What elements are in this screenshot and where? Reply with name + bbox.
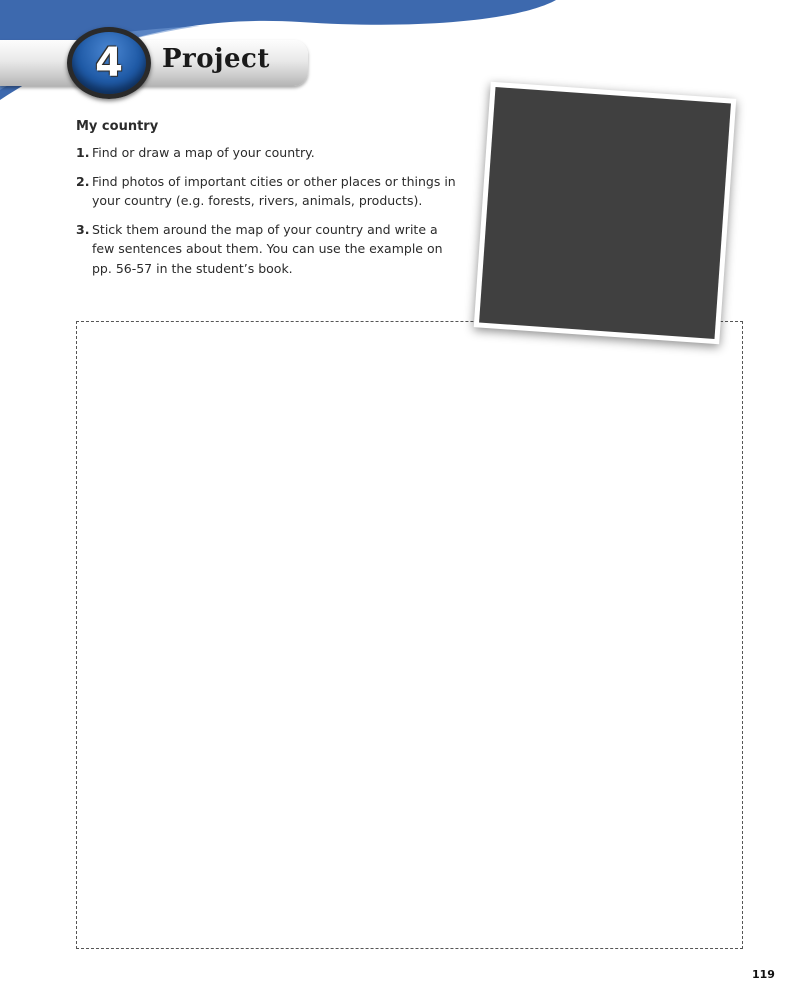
instructions: [76, 119, 456, 287]
task-text: Find or draw a map of your country.: [92, 145, 315, 160]
task-list: [76, 143, 456, 278]
unit-badge: [67, 27, 151, 99]
task-number: 2.: [76, 173, 90, 189]
page-number: 119: [752, 968, 775, 981]
section-heading: My country: [76, 119, 159, 134]
task-item: [76, 143, 456, 163]
task-text: Stick them around the map of your country and write a few sentences about them. You can use the example on pp. 56-57 in the student’s book.: [92, 221, 443, 276]
photo-placeholder: [479, 87, 731, 339]
unit-number: 4: [95, 40, 123, 86]
project-drawing-area[interactable]: [76, 321, 743, 949]
task-number: 1.: [76, 145, 90, 160]
page-title: Project: [162, 44, 270, 74]
task-item: [76, 172, 456, 211]
task-number: 3.: [76, 221, 90, 237]
task-item: [76, 220, 456, 279]
task-text: Find photos of important cities or other places or things in your country (e.g. forests, rivers, animals, products).: [92, 173, 456, 208]
photo-frame: [474, 82, 737, 345]
